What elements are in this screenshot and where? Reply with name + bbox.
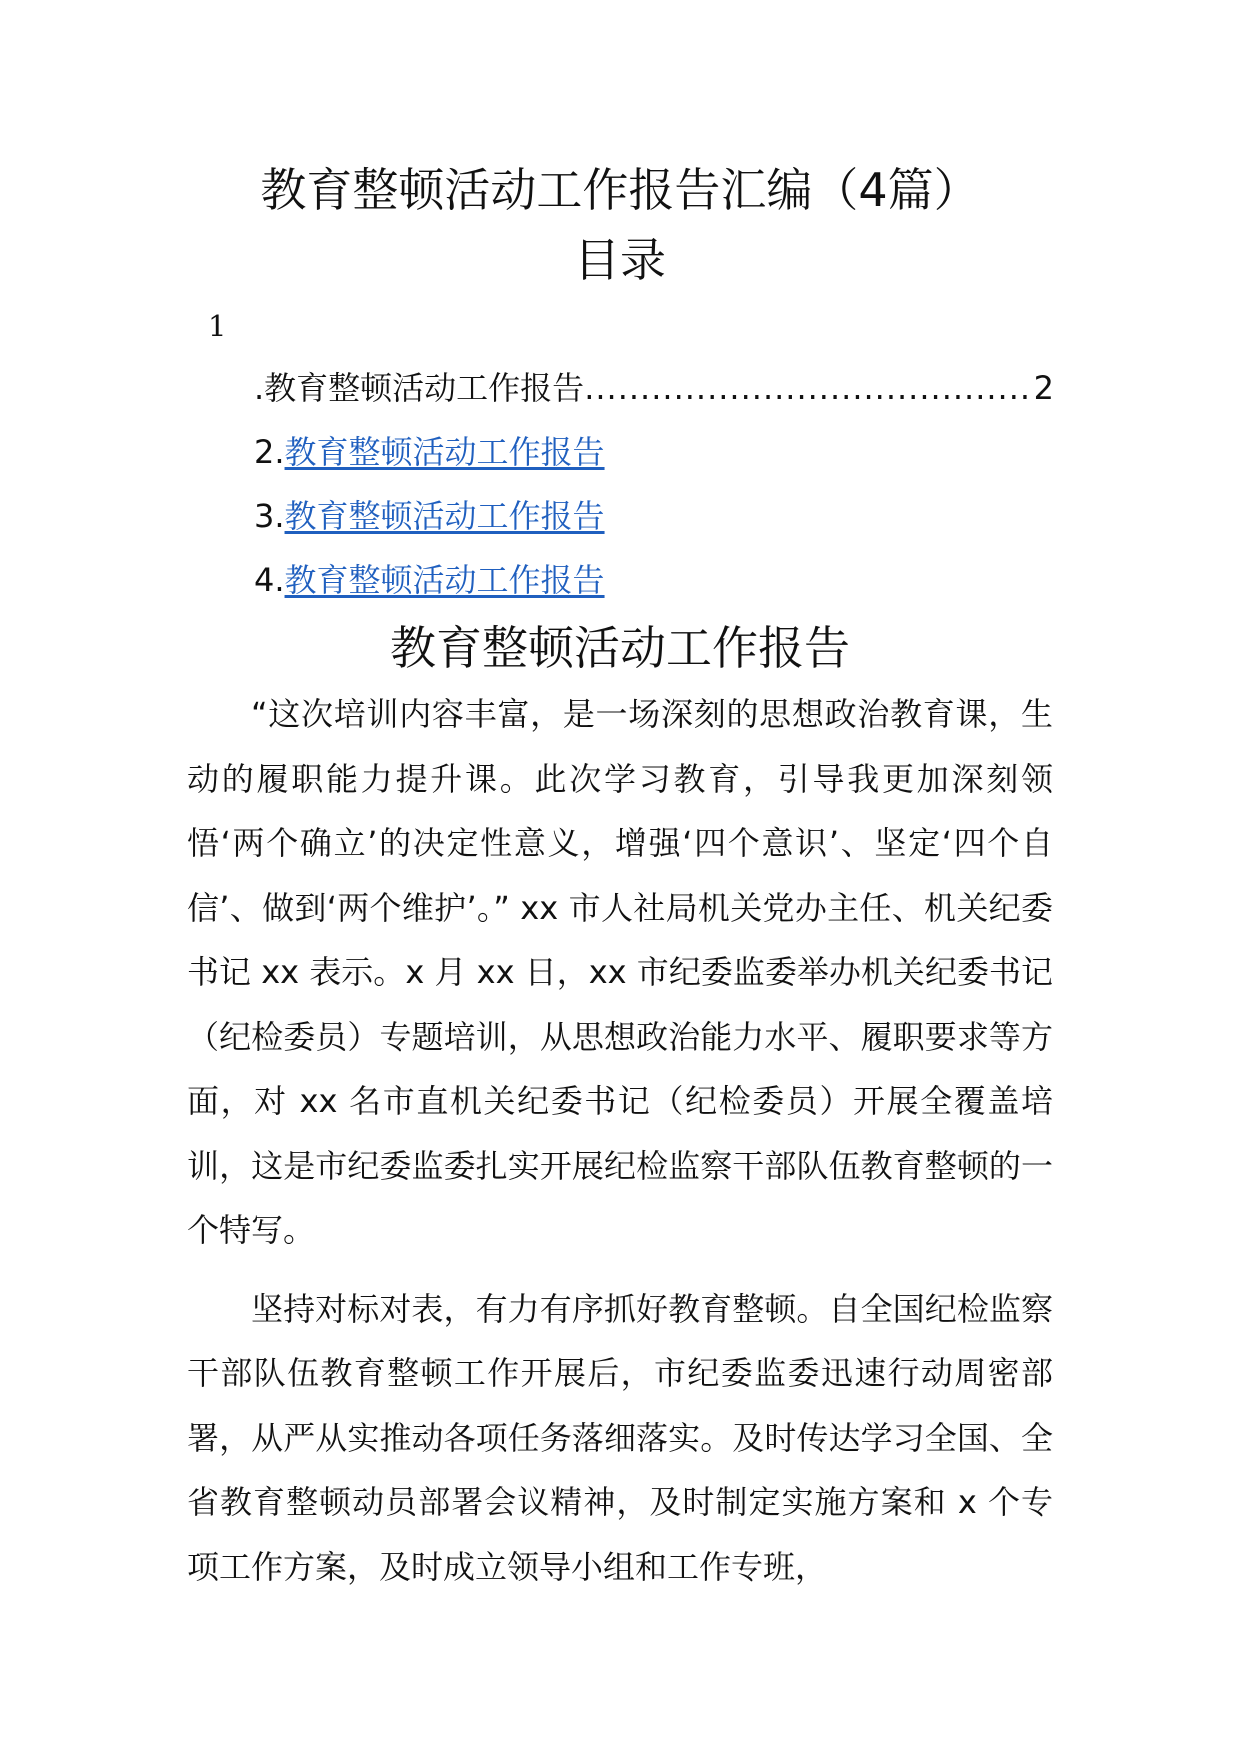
toc-item-number: 2.	[254, 433, 285, 471]
body-text	[187, 682, 1053, 1613]
toc-marker: 1	[208, 309, 227, 343]
paragraph: “这次培训内容丰富，是一场深刻的思想政治教育课，生动的履职能力提升课。此次学习教育，引导我更加深刻领悟‘两个确立’的决定性意义，增强‘四个意识’、坚定‘四个自信’、做到‘两个维护’。” xx 市人社局机关党办主任、机关纪委书记 xx 表示。x 月 xx 日，xx 市纪委监委举办机关纪委书记（纪检委员）专题培训，从思想政治能力水平、履职要求等方面，对 xx 名市直机关纪委书记（纪检委员）开展全覆盖培训，这是市纪委监委扎实开展纪检监察干部队伍教育整顿的一个特写。	[187, 695, 1053, 1249]
toc-link[interactable]: 教育整顿活动工作报告	[284, 497, 605, 535]
section-title: 教育整顿活动工作报告	[390, 621, 850, 675]
toc-item-1[interactable]	[254, 366, 1054, 410]
paragraph: 坚持对标对表，有力有序抓好教育整顿。自全国纪检监察干部队伍教育整顿工作开展后，市纪委监委迅速行动周密部署，从严从实推动各项任务落细落实。及时传达学习全国、全省教育整顿动员部署会议精神，及时制定实施方案和 x 个专项工作方案，及时成立领导小组和工作专班，	[187, 1289, 1053, 1586]
toc-page-number: 2	[1033, 369, 1054, 407]
document-title: 教育整顿活动工作报告汇编（4篇）	[260, 163, 980, 217]
toc-item-3	[254, 494, 605, 538]
toc-item-number: 4.	[254, 561, 285, 599]
toc-dot-leader: ........................................	[584, 369, 1032, 407]
toc-heading: 目录	[574, 233, 666, 287]
toc-item-2	[254, 430, 605, 474]
toc-link[interactable]: 教育整顿活动工作报告	[284, 561, 605, 599]
toc-item-4	[254, 558, 605, 602]
toc-item-text: .教育整顿活动工作报告	[254, 369, 585, 407]
toc-link[interactable]: 教育整顿活动工作报告	[284, 433, 605, 471]
toc-item-number: 3.	[254, 497, 285, 535]
